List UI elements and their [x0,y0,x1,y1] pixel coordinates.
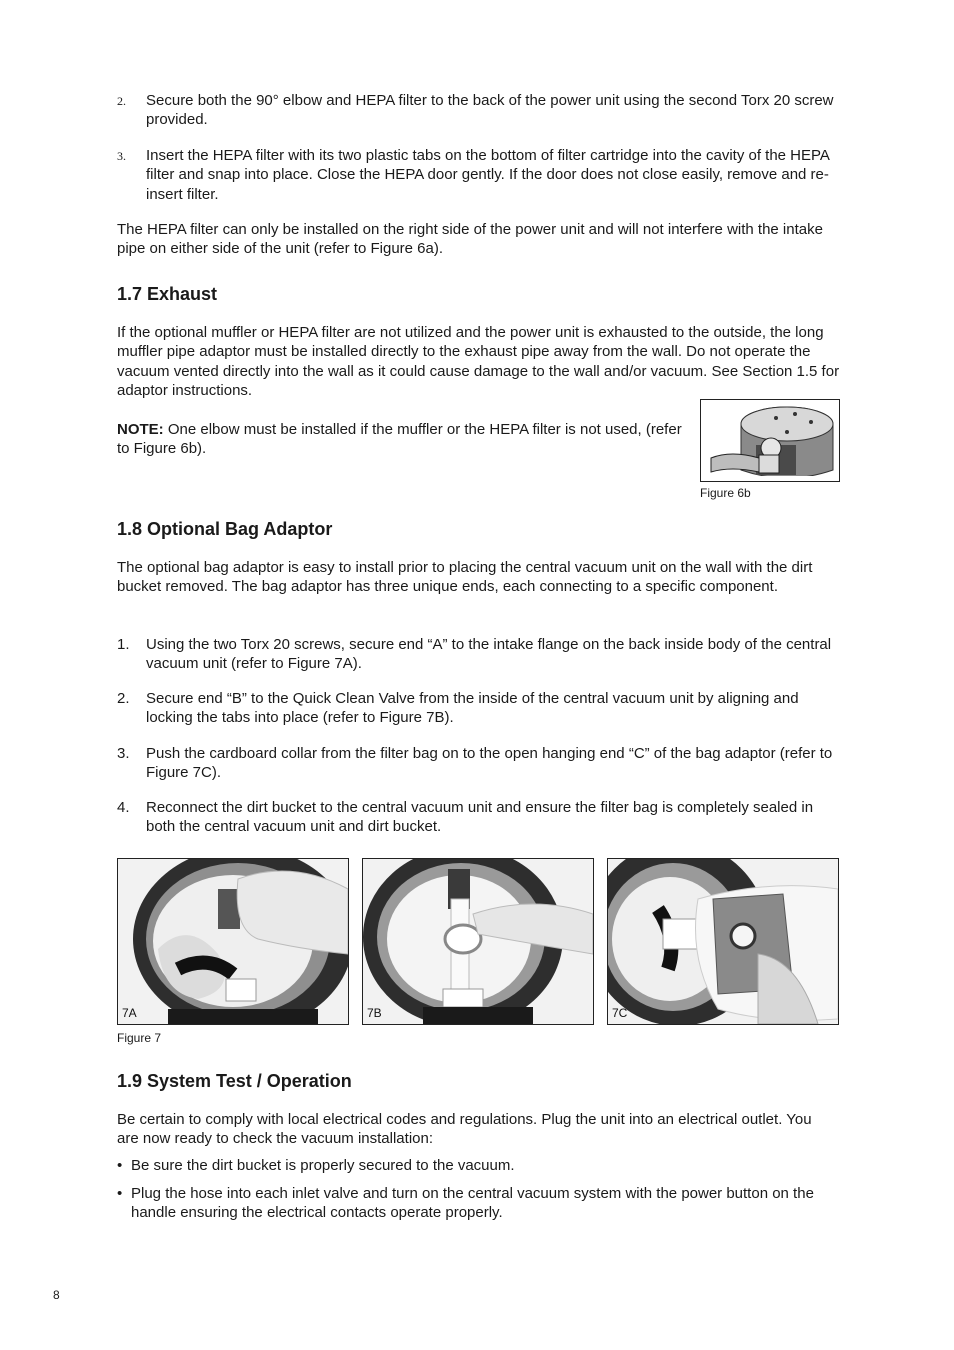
figure-7c-image [607,858,839,1025]
step-number: 4. [117,799,130,816]
hepa-step-3: Insert the HEPA filter with its two plastic tabs on the bottom of filter cartridge into the cavity of the HEPA filter and snap into place. Close the HEPA door gently. If the door does not close easily, remove and re-insert filter. [146,147,830,203]
bag-adaptor-paragraph: The optional bag adaptor is easy to install prior to placing the central vacuum unit on the wall with the dirt bucket removed. The bag adaptor has three unique ends, each connecting to a specific component. [117,559,813,596]
photo-7a-illustration [118,859,348,1024]
hepa-step-2: Secure both the 90° elbow and HEPA filter to the back of the power unit using the second Torx 20 screw provided. [146,92,834,129]
figure-7-caption: Figure 7 [117,1031,162,1045]
step-number: 1. [117,636,130,653]
bag-step-3: Push the cardboard collar from the filter bag on to the open hanging end “C” of the bag adaptor (refer to Figure 7C). [146,745,833,782]
note-text: One elbow must be installed if the muffler or the HEPA filter is not used, (refer to Figure 6b). [117,421,682,458]
system-test-paragraph: Be certain to comply with local electrical codes and regulations. Plug the unit into an electrical outlet. You are now ready to check the vacuum installation: [117,1111,812,1148]
photo-7c-illustration [608,859,838,1024]
page-number: 8 [53,1288,60,1302]
step-number: 2. [117,94,126,108]
section-heading-exhaust: 1.7 Exhaust [117,284,218,304]
figure-7b-image [362,858,594,1025]
figure-7a-image [117,858,349,1025]
bag-step-4: Reconnect the dirt bucket to the central vacuum unit and ensure the filter bag is completely sealed in both the central vacuum unit and dirt bucket. [146,799,814,836]
exhaust-note [117,420,682,459]
vacuum-elbow-illustration [701,400,839,481]
step-number: 3. [117,745,130,762]
bag-step-1: Using the two Torx 20 screws, secure end “A” to the intake flange on the back inside body of the central vacuum unit (refer to Figure 7A). [146,636,832,673]
section-heading-system-test: 1.9 System Test / Operation [117,1071,352,1091]
bag-step-2: Secure end “B” to the Quick Clean Valve from the inside of the central vacuum unit by aligning and locking the tabs into place (refer to Figure 7B). [146,690,799,727]
photo-label-7a: 7A [122,1006,137,1020]
section-heading-bag-adaptor: 1.8 Optional Bag Adaptor [117,519,333,539]
figure-6b-caption: Figure 6b [700,486,751,500]
exhaust-paragraph: If the optional muffler or HEPA filter are not utilized and the power unit is exhausted to the outside, the long muffler pipe adaptor must be installed directly to the exhaust pipe away from the wall. Do not operate the vacuum vented directly into the wall as it could cause damage to the wall and/or vacuum. See Section 1.5 for adaptor instructions. [117,324,840,400]
note-label: NOTE: [117,421,164,438]
step-number: 3. [117,149,126,163]
bullet-glyph: • [117,1185,123,1202]
photo-7b-illustration [363,859,593,1024]
photo-label-7b: 7B [367,1006,382,1020]
photo-label-7c: 7C [612,1006,628,1020]
bullet-item-2: Plug the hose into each inlet valve and turn on the central vacuum system with the power button on the handle ensuring the electrical contacts operate properly. [131,1185,814,1222]
figure-6b-image [700,399,840,482]
bullet-item-1: Be sure the dirt bucket is properly secured to the vacuum. [131,1157,515,1174]
hepa-note-paragraph: The HEPA filter can only be installed on the right side of the power unit and will not interfere with the intake pipe on either side of the unit (refer to Figure 6a). [117,221,823,258]
bullet-glyph: • [117,1157,123,1174]
step-number: 2. [117,690,130,707]
